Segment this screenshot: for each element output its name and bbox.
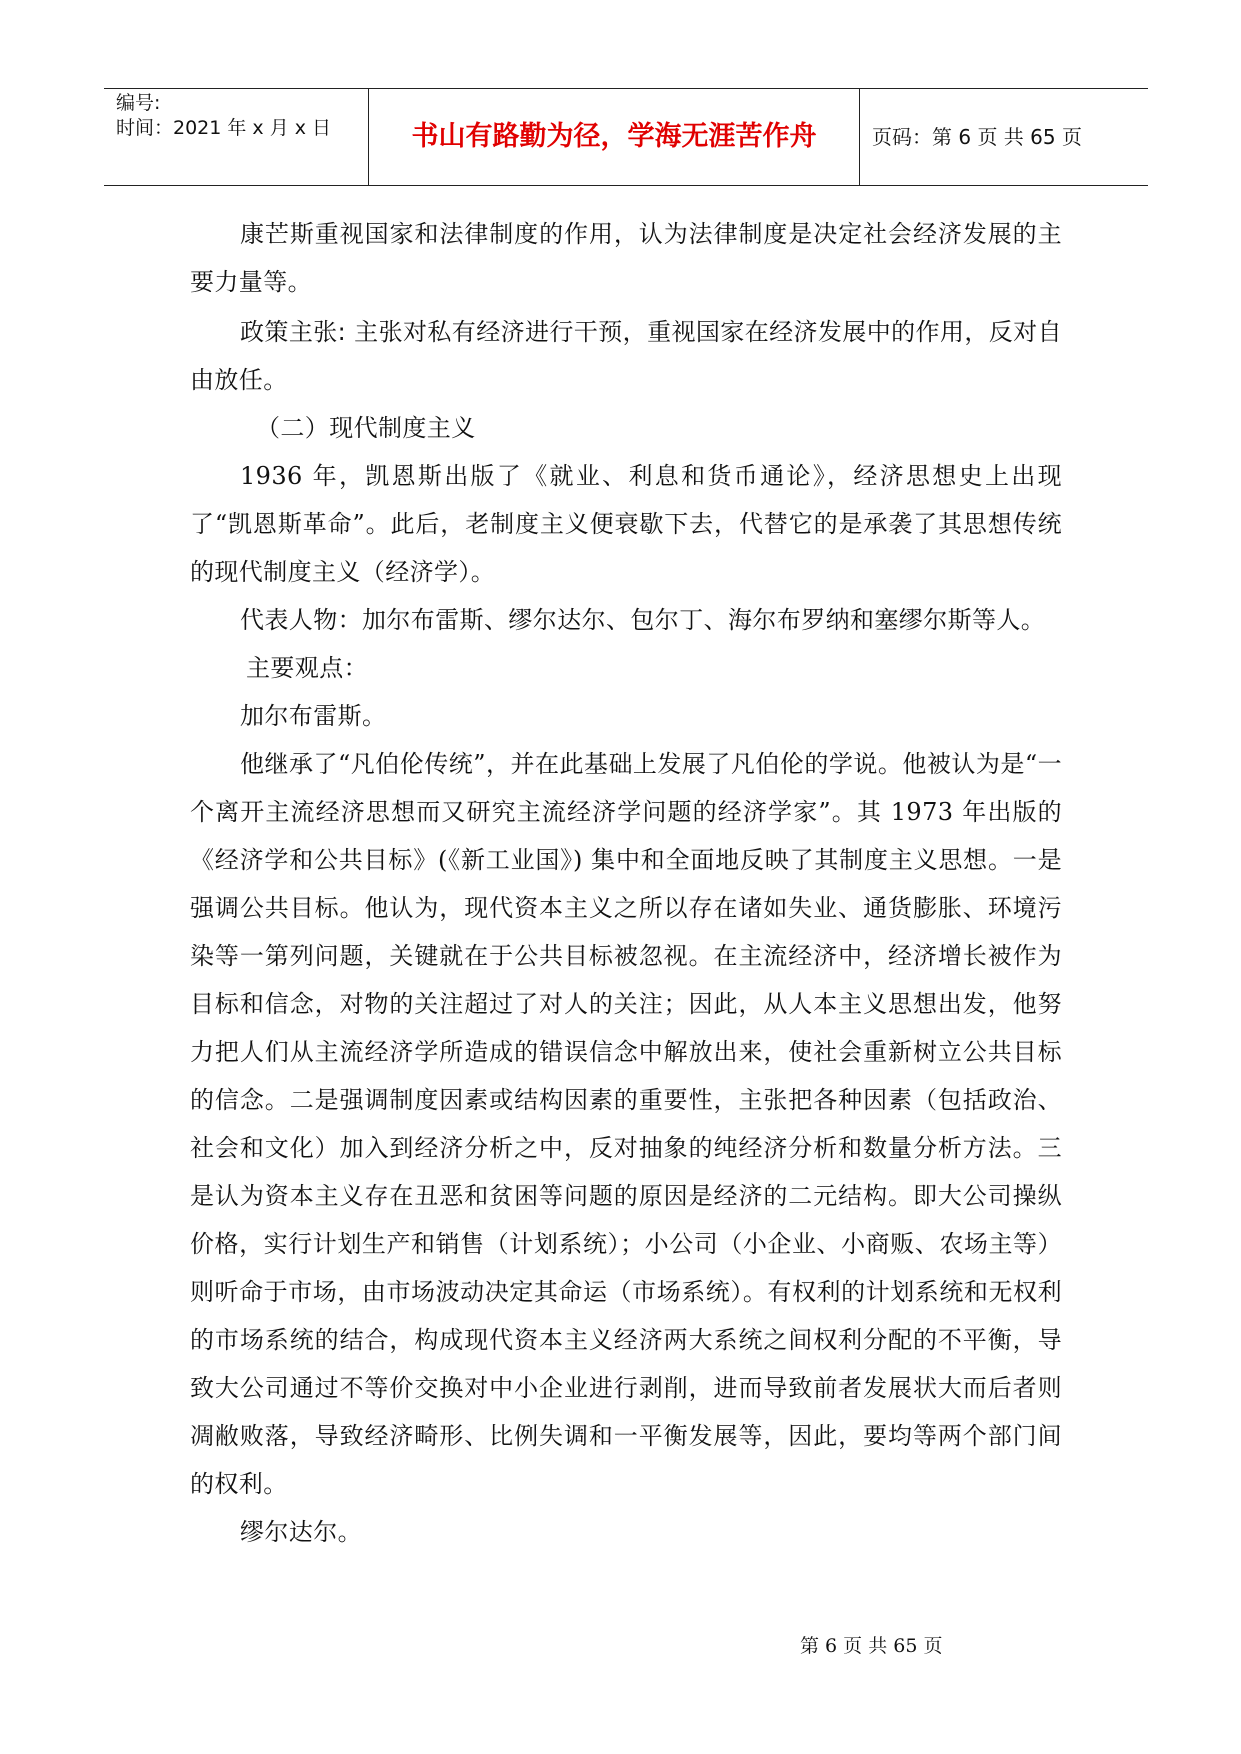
document-body — [190, 210, 1062, 1556]
document-time-label: 时间：2021 年 x 月 x 日 — [116, 117, 332, 139]
paragraph-main-views-label: 主要观点： — [246, 654, 368, 682]
page-footer: 第 6 页 共 65 页 — [800, 1635, 943, 1657]
section-heading-modern-institutionalism: （二）现代制度主义 — [256, 414, 476, 442]
heading-galbraith: 加尔布雷斯。 — [240, 702, 387, 730]
header-page-code: 页码：第 6 页 共 65 页 — [872, 125, 1082, 149]
header-info-cell — [104, 89, 369, 185]
page-header — [104, 88, 1148, 186]
document-number-label: 编号: — [116, 92, 161, 114]
header-motto-cell — [369, 89, 860, 185]
header-page-cell — [860, 89, 1148, 185]
paragraph-keynes: 1936 年，凯恩斯出版了《就业、利息和货币通论》，经济思想史上出现了“凯恩斯革命”。此后，老制度主义便衰歇下去，代替它的是承袭了其思想传统的现代制度主义（经济学）。 — [190, 462, 1062, 586]
paragraph-commons: 康芒斯重视国家和法律制度的作用，认为法律制度是决定社会经济发展的主要力量等。 — [190, 220, 1062, 296]
paragraph-policy — [190, 308, 1062, 404]
heading-myrdal: 缪尔达尔。 — [240, 1518, 362, 1546]
policy-label: 政策主张: — [240, 318, 347, 346]
paragraph-representatives: 代表人物：加尔布雷斯、缪尔达尔、包尔丁、海尔布罗纳和塞缪尔斯等人。 — [240, 606, 1046, 634]
header-motto: 书山有路勤为径，学海无涯苦作舟 — [411, 121, 817, 152]
policy-text: 主张对私有经济进行干预，重视国家在经济发展中的作用，反对自由放任。 — [190, 318, 1062, 394]
paragraph-galbraith-detail: 他继承了“凡伯伦传统”，并在此基础上发展了凡伯伦的学说。他被认为是“一个离开主流经济思想而又研究主流经济学问题的经济学家”。其 1973 年出版的《经济学和公共目标》(《新工业国》) 集中和全面地反映了其制度主义思想。一是强调公共目标。他认为，现代资本主义之所以存在诸如失业、通货膨胀、环境污染等一第列问题，关键就在于公共目标被忽视。在主流经济中，经济增长被作为目标和信念，对物的关注超过了对人的关注；因此，从人本主义思想出发，他努力把人们从主流经济学所造成的错误信念中解放出来，使社会重新树立公共目标的信念。二是强调制度因素或结构因素的重要性，主张把各种因素（包括政治、社会和文化）加入到经济分析之中，反对抽象的纯经济分析和数量分析方法。三是认为资本主义存在丑恶和贫困等问题的原因是经济的二元结构。即大公司操纵价格，实行计划生产和销售（计划系统）；小公司（小企业、小商贩、农场主等）则听命于市场，由市场波动决定其命运（市场系统）。有权利的计划系统和无权利的市场系统的结合，构成现代资本主义经济两大系统之间权利分配的不平衡，导致大公司通过不等价交换对中小企业进行剥削，进而导致前者发展状大而后者则凋敝败落，导致经济畸形、比例失调和一平衡发展等，因此，要均等两个部门间的权利。 — [190, 750, 1062, 1498]
